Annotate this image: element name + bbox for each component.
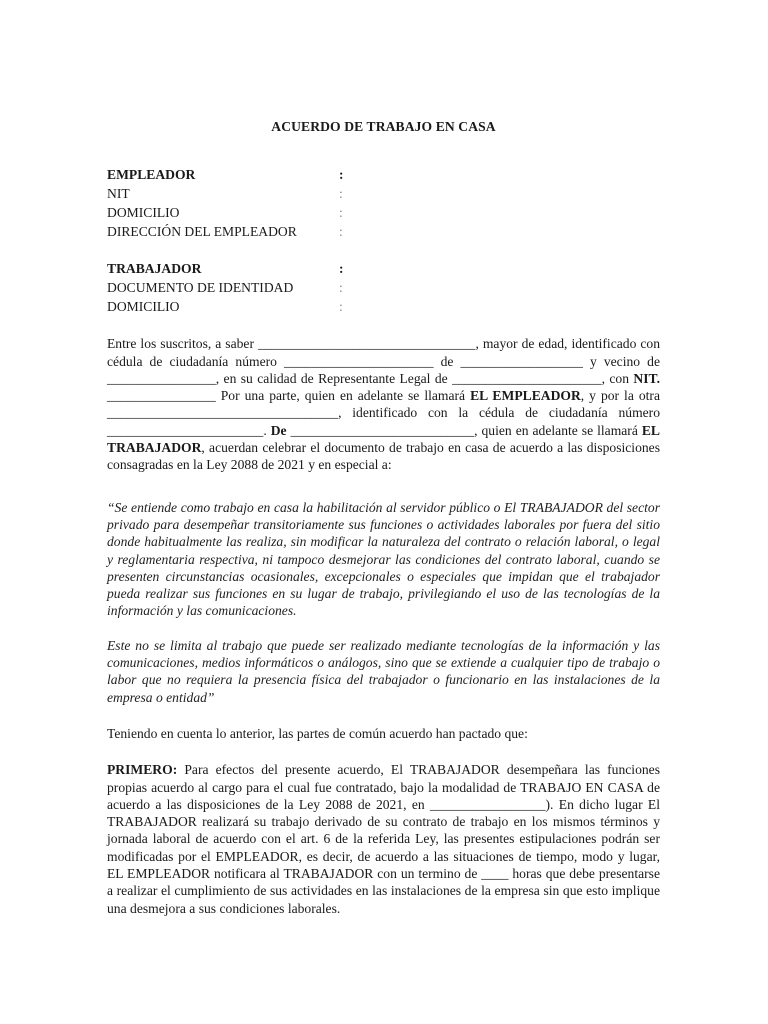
intro-text: ___________________________, quien en adelante se llamará xyxy=(286,422,642,438)
field-row-empleador xyxy=(107,165,660,184)
field-label: DIRECCIÓN DEL EMPLEADOR xyxy=(107,224,297,240)
intro-text: Entre los suscritos, a saber ________________________________, mayor de edad, identificado con cédula de ciudadanía número ______________________ de __________________ y vecino de ________________, en su calidad de Representante Legal de ______________________, con xyxy=(107,336,660,386)
field-colon: : xyxy=(339,280,343,296)
intro-paragraph xyxy=(107,335,660,473)
intro-bold: NIT. xyxy=(633,370,660,386)
primero-label: PRIMERO: xyxy=(107,762,178,778)
intro-text: , y por la otra __________________________________, identificado con la cédula de ciudadanía número _______________________. xyxy=(107,388,660,438)
field-label: TRABAJADOR xyxy=(107,261,202,277)
field-row-domicilio-trabajador xyxy=(107,297,660,316)
worker-fields xyxy=(107,259,660,316)
field-label: DOMICILIO xyxy=(107,299,180,315)
field-colon: : xyxy=(339,205,343,221)
primero-paragraph xyxy=(107,761,660,917)
intro-text: , acuerdan celebrar el documento de trabajo en casa de acuerdo a las disposiciones consagradas en la Ley 2088 de 2021 y en especial a: xyxy=(107,440,660,473)
teniendo-paragraph: Teniendo en cuenta lo anterior, las partes de común acuerdo han pactado que: xyxy=(107,725,528,741)
field-colon: : xyxy=(339,299,343,315)
field-colon: : xyxy=(339,224,343,240)
field-row-direccion xyxy=(107,222,660,241)
quote-paragraph-2: Este no se limita al trabajo que puede ser realizado mediante tecnologías de la información y las comunicaciones, medios informáticos o análogos, sino que se extiende a cualquier tipo de trabajo o labor que no requiera la presencia física del trabajador o funcionario en las instalaciones de la empresa o entidad” xyxy=(107,637,660,705)
intro-bold: De xyxy=(270,422,287,438)
field-colon: : xyxy=(339,186,343,202)
field-row-domicilio xyxy=(107,203,660,222)
field-row-documento xyxy=(107,278,660,297)
field-label: NIT xyxy=(107,186,130,202)
field-label: EMPLEADOR xyxy=(107,167,196,183)
document-title: ACUERDO DE TRABAJO EN CASA xyxy=(271,119,496,134)
field-label: DOMICILIO xyxy=(107,205,180,221)
employer-fields xyxy=(107,165,660,241)
field-row-trabajador xyxy=(107,259,660,278)
primero-text: Para efectos del presente acuerdo, El TRABAJADOR desempeñara las funciones propias acuerdo al cargo para el cual fue contratado, bajo la modalidad de TRABAJO EN CASA de acuerdo a las disposiciones de la Ley 2088 de 2021, en _________________). En dicho lugar El TRABAJADOR realizará su trabajo derivado de su contrato de trabajo en los mismos términos y jornada laboral de acuerdo con el art. 6 de la referida Ley, las presentes estipulaciones podrán ser modificadas por el EMPLEADOR, es decir, de acuerdo a las situaciones de tiempo, modo y lugar, EL EMPLEADOR notificara al TRABAJADOR con un termino de ____ horas que debe presentarse a realizar el cumplimiento de sus actividades en las instalaciones de la empresa sin que esto implique una desmejora a sus condiciones laborales. xyxy=(107,762,660,916)
intro-text: ________________ Por una parte, quien en adelante se llamará xyxy=(107,388,471,404)
field-colon: : xyxy=(339,167,344,183)
field-row-nit xyxy=(107,184,660,203)
intro-bold: EL EMPLEADOR xyxy=(470,388,581,404)
field-colon: : xyxy=(339,261,344,277)
quote-paragraph-1: “Se entiende como trabajo en casa la habilitación al servidor público o El TRABAJADOR del sector privado para desempeñar transitoriamente sus funciones o actividades laborales por fuera del sitio donde habitualmente las realiza, sin modificar la naturaleza del contrato o relación laboral, o legal y reglamentaria respectiva, ni tampoco desmejorar las condiciones del contrato laboral, cuando se presenten circunstancias ocasionales, excepcionales o especiales que impidan que el trabajador pueda realizar sus funciones en su lugar de trabajo, privilegiando el uso de las tecnologías de la información y las comunicaciones. xyxy=(107,499,660,619)
spacer xyxy=(107,241,660,259)
field-label: DOCUMENTO DE IDENTIDAD xyxy=(107,280,294,296)
intro-bold: EL TRABAJADOR xyxy=(107,422,660,456)
